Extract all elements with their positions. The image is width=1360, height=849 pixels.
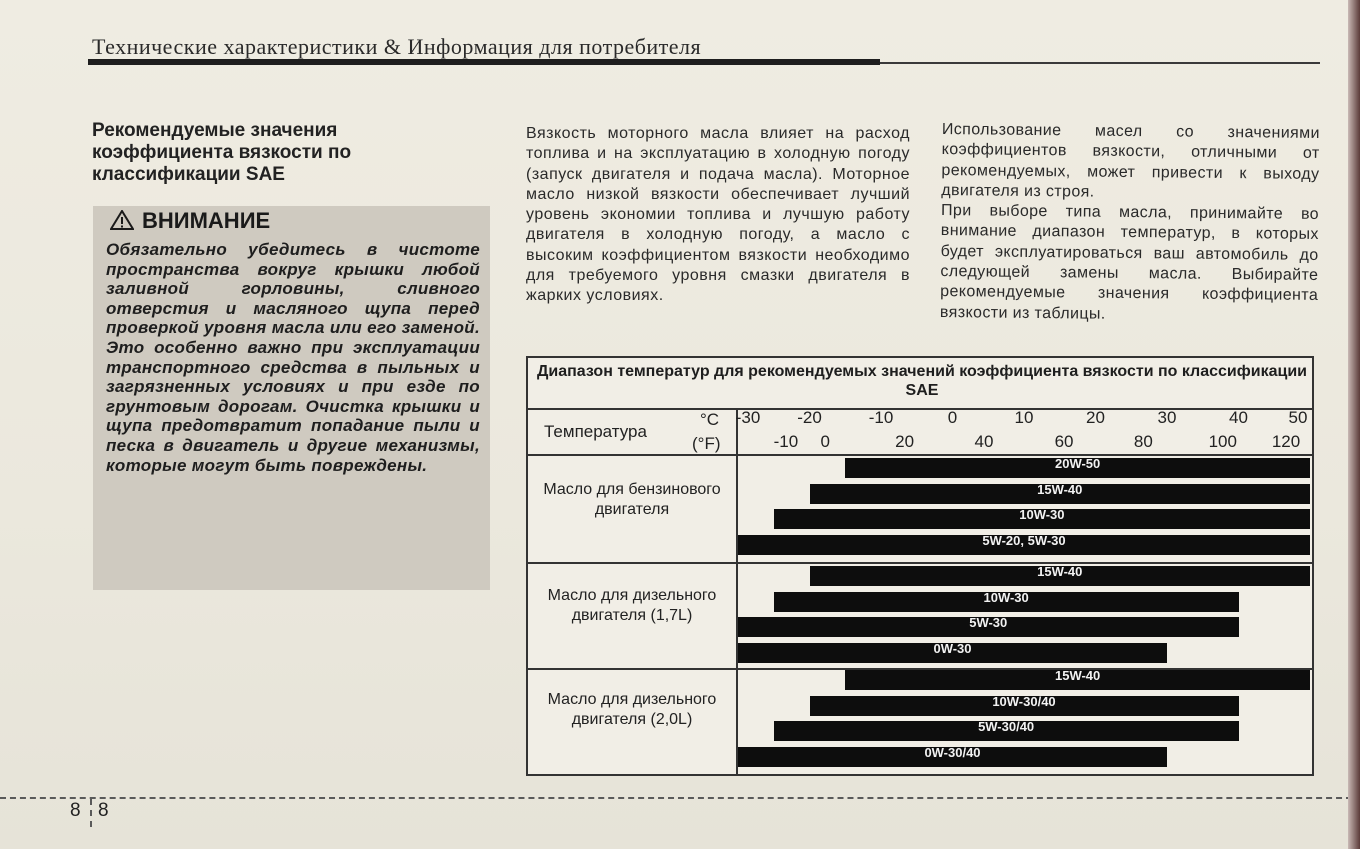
fahrenheit-tick-label: 40 xyxy=(974,432,994,451)
viscosity-bar xyxy=(810,693,1239,716)
warning-body: Обязательно убедитесь в чистоте пространства вокруг крышки любой заливной горловины, сливного отверстия и масляного щупа перед проверкой уровня масла или его заменой. Это особенно важно при эксплуатации транспортного средства в пыльных и загрязненных условиях и при езде по грунтовым дорогам. Очистка крышки и щупа предотвратит попадание пыли и песка в двигатель и другие механизмы, которые могут быть повреждены. xyxy=(106,240,480,475)
oil-selection-text xyxy=(940,120,1320,327)
footer-divider xyxy=(90,799,92,827)
temperature-label: Температура xyxy=(544,422,647,441)
fahrenheit-tick-label: 60 xyxy=(1054,432,1074,451)
page-edge xyxy=(1348,0,1360,849)
page-number: 8 xyxy=(98,800,109,821)
celsius-tick-label: 10 xyxy=(1014,408,1034,427)
viscosity-grade-label: 10W-30 xyxy=(1019,507,1065,522)
viscosity-bar xyxy=(845,458,1310,478)
header-rule xyxy=(88,59,880,65)
oil-selection-paragraph-2: При выборе типа масла, принимайте во внимание диапазон температур, в которых будет эксплуатироваться ваш автомобиль до следующей замены масла. Выбирайте рекомендуемые значения коэффициента вязкости из таблицы. xyxy=(939,202,1320,323)
section-title-line: коэффициента вязкости по xyxy=(92,142,352,163)
celsius-tick-label: 0 xyxy=(947,408,958,427)
celsius-tick-label: -20 xyxy=(797,408,822,427)
viscosity-grade-label: 5W-30/40 xyxy=(978,719,1035,734)
viscosity-grade-label: 20W-50 xyxy=(1054,456,1101,471)
viscosity-bar xyxy=(774,589,1239,612)
viscosity-grade-label: 0W-30/40 xyxy=(924,744,981,760)
celsius-tick-label: 20 xyxy=(1086,408,1105,427)
viscosity-bar xyxy=(738,640,1167,663)
viscosity-info-text: Вязкость моторного масла влияет на расход топлива и на эксплуатацию в холодную погоду (запуск двигателя и подача масла). Моторное масло низкой вязкости обеспечивает лучший уровень экономии топлива и лучшую работу двигателя в холодную погоду, а масло с высоким коэффициентом вязкости необходимо для требуемого уровня смазки двигателя в жарких условиях. xyxy=(526,125,910,305)
viscosity-grade-label: 15W-40 xyxy=(1054,668,1101,683)
viscosity-bar xyxy=(738,744,1167,767)
celsius-unit-label: °C xyxy=(700,410,720,429)
viscosity-bar xyxy=(774,721,1239,741)
section-title-line: Рекомендуемые значения xyxy=(92,120,338,141)
viscosity-bar xyxy=(738,617,1239,637)
fahrenheit-tick-label: 120 xyxy=(1271,432,1301,451)
viscosity-grade-label: 15W-40 xyxy=(1037,564,1083,579)
fahrenheit-tick-label: 100 xyxy=(1208,432,1237,451)
celsius-tick-label: -30 xyxy=(735,408,761,427)
viscosity-grade-label: 15W-40 xyxy=(1037,481,1083,497)
fahrenheit-tick-label: 20 xyxy=(895,432,915,451)
viscosity-grade-label: 10W-30/40 xyxy=(992,693,1056,709)
page-number-section: 8 xyxy=(70,800,81,821)
section-title-line: классификации SAE xyxy=(92,164,285,185)
fahrenheit-tick-label: -10 xyxy=(773,432,799,451)
warning-heading xyxy=(110,208,270,234)
viscosity-grade-label: 10W-30 xyxy=(983,589,1029,605)
fahrenheit-unit-label: (°F) xyxy=(692,434,721,453)
celsius-tick-label: 50 xyxy=(1288,408,1308,427)
viscosity-bar xyxy=(810,481,1311,504)
fahrenheit-tick-label: 80 xyxy=(1133,432,1153,451)
warning-heading-text: ВНИМАНИЕ xyxy=(142,208,271,233)
group-label-gasoline: Масло для бензинового двигателя xyxy=(543,481,721,518)
celsius-tick-label: 30 xyxy=(1157,408,1177,427)
group-label-diesel-20: Масло для дизельного двигателя (2,0L) xyxy=(547,691,717,728)
header-rule-thin xyxy=(880,62,1320,64)
viscosity-bar xyxy=(738,532,1310,555)
viscosity-grade-label: 0W-30 xyxy=(933,640,972,656)
fahrenheit-tick-label: 0 xyxy=(820,432,830,451)
page-header-title: Технические характеристики & Информация для потребителя xyxy=(92,34,702,59)
footer-rule xyxy=(0,797,1352,799)
celsius-tick-label: -10 xyxy=(868,408,894,427)
viscosity-bar xyxy=(810,566,1311,586)
celsius-tick-label: 40 xyxy=(1229,408,1248,427)
viscosity-bar xyxy=(845,670,1310,690)
sae-viscosity-table xyxy=(526,356,1314,776)
table-title: Диапазон температур для рекомендуемых значений коэффициента вязкости по классификации SAE xyxy=(536,363,1307,399)
viscosity-grade-label: 5W-20, 5W-30 xyxy=(982,532,1066,548)
group-label-diesel-17: Масло для дизельного двигателя (1,7L) xyxy=(547,587,717,624)
section-title xyxy=(92,120,472,186)
oil-selection-paragraph-1: Использование масел со значениями коэффициентов вязкости, отличными от рекомендуемых, может привести к выходу двигателя из строя. xyxy=(941,120,1320,201)
viscosity-grade-label: 5W-30 xyxy=(969,615,1008,630)
viscosity-bar xyxy=(774,509,1310,529)
warning-triangle-icon xyxy=(110,210,134,230)
